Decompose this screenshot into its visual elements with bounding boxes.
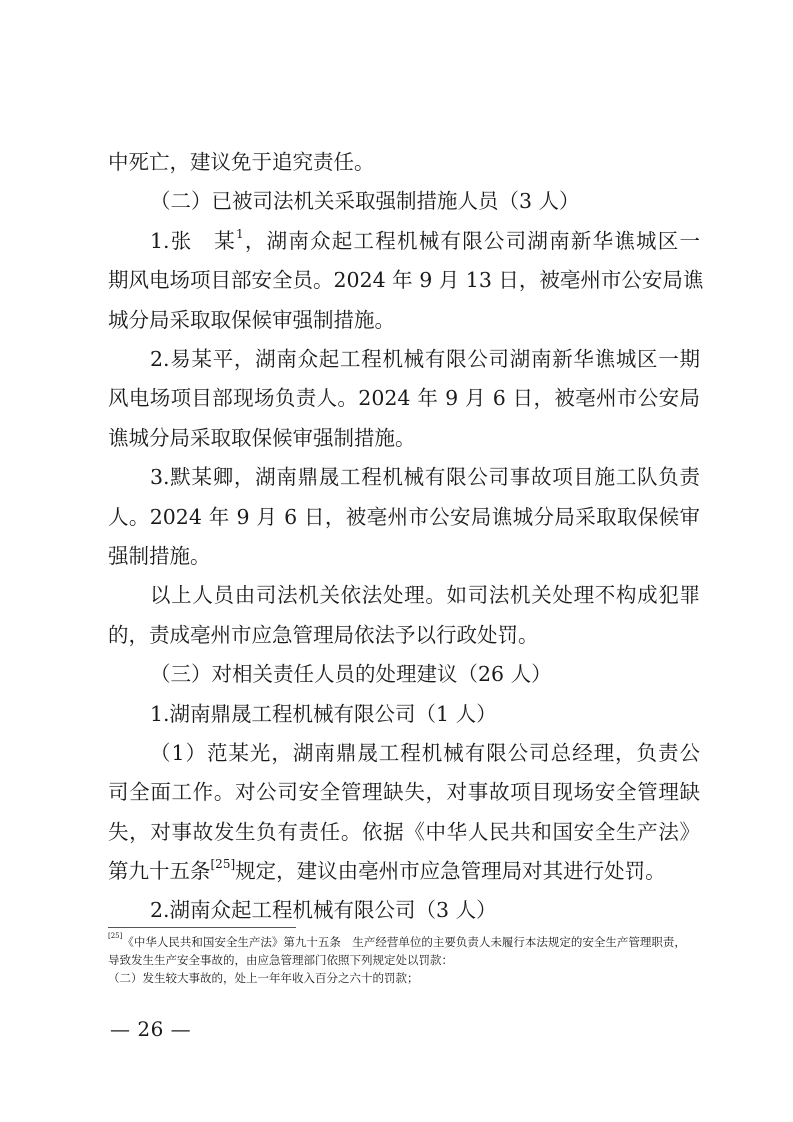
paragraph-line: 人。2024 年 9 月 6 日，被亳州市公安局谯城分局采取取保候审 <box>108 505 700 529</box>
footnote-line: （二）发生较大事故的，处上一年年收入百分之六十的罚款； <box>108 971 419 985</box>
subsection-heading: 2.湖南众起工程机械有限公司（3 人） <box>150 898 497 922</box>
paragraph-line: 强制措施。 <box>108 544 211 568</box>
paragraph-line: 期风电场项目部安全员。2024 年 9 月 13 日，被亳州市公安局谯 <box>108 268 704 292</box>
line-text: 第九十五条 <box>108 859 211 883</box>
page-number: — 26 — <box>110 1017 192 1041</box>
subsection-heading: 1.湖南鼎晟工程机械有限公司（1 人） <box>150 702 497 726</box>
line-text: 规定，建议由亳州市应急管理局对其进行处罚。 <box>235 859 666 883</box>
paragraph-line: 2.易某平，湖南众起工程机械有限公司湖南新华谯城区一期 <box>150 347 700 371</box>
footnote-text: 《中华人民共和国安全生产法》第九十五条 生产经营单位的主要负责人未履行本法规定的安全生产管理职责， <box>122 935 686 949</box>
line-text: ，湖南众起工程机械有限公司湖南新华谯城区一 <box>243 229 701 253</box>
paragraph-line: （1）范某光，湖南鼎晟工程机械有限公司总经理，负责公 <box>150 741 700 765</box>
paragraph-line: 的，责成亳州市应急管理局依法予以行政处罚。 <box>108 623 539 647</box>
footnote-separator <box>108 927 296 928</box>
paragraph-line: 中死亡，建议免于追究责任。 <box>108 150 375 174</box>
paragraph-line: 3.默某卿，湖南鼎晟工程机械有限公司事故项目施工队负责 <box>150 465 700 489</box>
footnote-line: 导致发生生产安全事故的，由应急管理部门依照下列规定处以罚款： <box>108 953 453 967</box>
section-heading: （三）对相关责任人员的处理建议（26 人） <box>150 662 552 686</box>
paragraph-line <box>108 857 700 885</box>
footnote-marker: 1 <box>236 227 244 242</box>
paragraph-line: 谯城分局采取取保候审强制措施。 <box>108 426 416 450</box>
footnote-line <box>108 934 700 950</box>
section-heading: （二）已被司法机关采取强制措施人员（3 人） <box>150 189 580 213</box>
footnote-reference: [25] <box>210 857 236 872</box>
paragraph-line: 司全面工作。对公司安全管理缺失，对事故项目现场安全管理缺 <box>108 780 700 804</box>
paragraph-line: 失，对事故发生负有责任。依据《中华人民共和国安全生产法》 <box>108 820 700 844</box>
paragraph-line <box>150 227 700 255</box>
footnote-marker: [25] <box>108 932 123 941</box>
person-name: 1.张 某 <box>150 229 236 253</box>
paragraph-line: 风电场项目部现场负责人。2024 年 9 月 6 日，被亳州市公安局 <box>108 386 700 410</box>
paragraph-line: 以上人员由司法机关依法处理。如司法机关处理不构成犯罪 <box>150 583 700 607</box>
paragraph-line: 城分局采取取保候审强制措施。 <box>108 308 395 332</box>
